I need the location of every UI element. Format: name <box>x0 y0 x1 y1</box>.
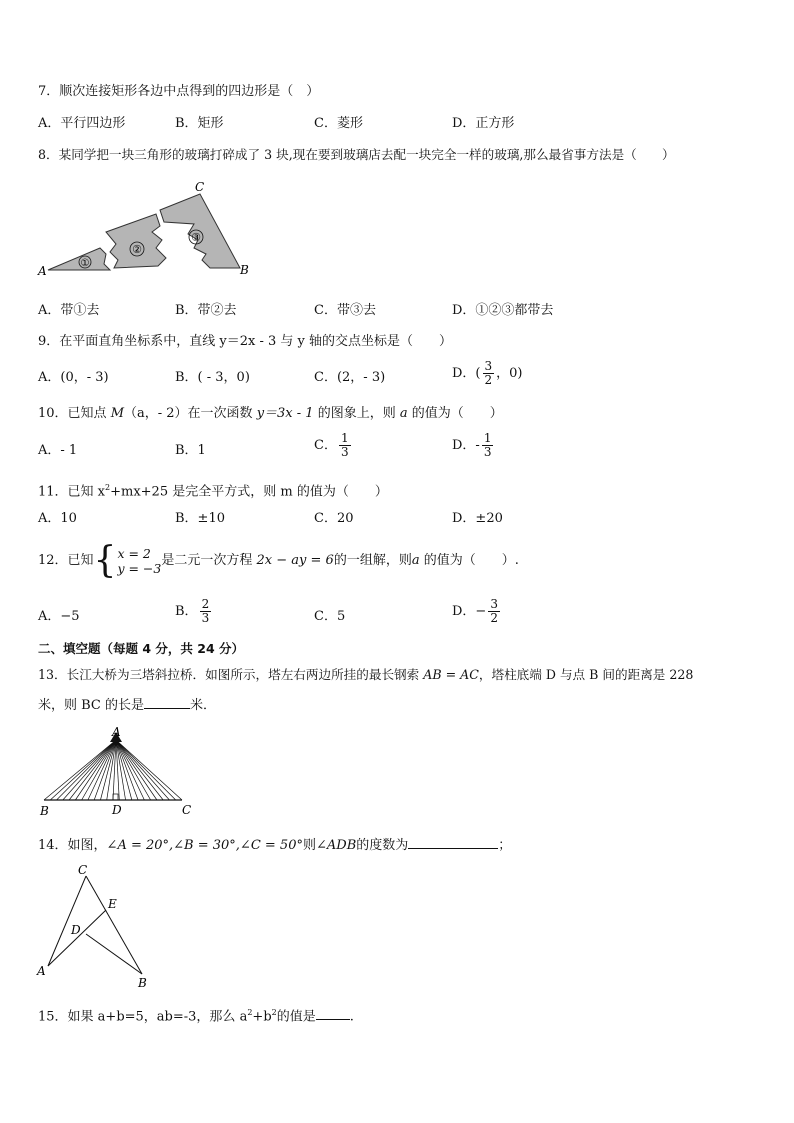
q11-option-a: A．10 <box>38 511 77 526</box>
q7-option-d: D．正方形 <box>452 116 515 131</box>
q14-answer-blank <box>408 848 498 849</box>
tri-label-c: C <box>78 863 88 877</box>
bridge-cable <box>82 740 116 800</box>
q8-option-a: A．带①去 <box>38 303 100 318</box>
bridge-cable <box>57 740 116 800</box>
q8-option-d: D．①②③都带去 <box>452 303 554 318</box>
q9-option-c: C．(2，- 3) <box>314 370 386 385</box>
q11-option-b: B．±10 <box>175 511 225 526</box>
q9-option-a: A．(0，- 3) <box>38 370 109 385</box>
q11-stem: 11．已知 $x^2+mx+25$ 是完全平方式，则 m 的值为（ ） <box>38 483 388 500</box>
q10-option-c: C． $\frac{1}{3}$ <box>314 431 349 459</box>
q13-answer-blank <box>144 708 190 709</box>
q9-stem: 9．在平面直角坐标系中，直线 y＝2x - 3 与 y 轴的交点坐标是（ ） <box>38 334 453 349</box>
q15-answer-blank <box>316 1019 350 1020</box>
bridge-cable <box>116 740 182 800</box>
q8-option-c: C．带③去 <box>314 303 376 318</box>
q9-option-b: B．( - 3，0) <box>175 370 250 385</box>
q14-triangle-figure <box>34 862 158 992</box>
tri-label-d: D <box>71 923 81 937</box>
vertex-a-label: A <box>38 264 47 278</box>
bridge-label-a: A <box>112 725 121 739</box>
bridge-label-c: C <box>182 803 192 817</box>
bridge-cable <box>116 740 157 800</box>
q12-option-b: B． $\frac{2}{3}$ <box>175 597 210 625</box>
vertex-b-label: B <box>240 263 249 277</box>
q8-broken-glass-figure <box>34 178 256 280</box>
q13-stem-line1: 13．长江大桥为三塔斜拉桥．如图所示，塔左右两边所挂的最长钢索 AB = AC，塔柱底端 D 与点 B 间的距离是 228 <box>38 667 694 682</box>
tri-label-a: A <box>37 964 46 978</box>
q8-stem: 8．某同学把一块三角形的玻璃打碎成了 3 块,现在要到玻璃店去配一块完全一样的玻璃,那么最省事方法是（ ） <box>38 147 675 162</box>
q11-option-c: C．20 <box>314 511 354 526</box>
q10-stem: 10．已知点 M（a，- 2）在一次函数 y＝3x - 1 的图象上，则 a 的值为（ ） <box>38 406 503 421</box>
piece-3-label: ③ <box>191 231 201 244</box>
q13-bridge-figure <box>36 724 196 818</box>
q9-option-d: D．( $\frac{3}{2}$ ，0) <box>452 359 523 387</box>
bridge-cable <box>75 740 116 800</box>
q10-option-b: B．1 <box>175 443 206 458</box>
q15-stem: 15．如果 a+b=5，ab=-3，那么 $a^2+b^2$的值是 . <box>38 1008 354 1025</box>
q12-stem: 12．已知{ x = 2 y = −3 是二元一次方程 2x − ay = 6的一组解，则a 的值为（ ）. <box>38 539 519 581</box>
q8-option-b: B．带②去 <box>175 303 237 318</box>
bridge-cable <box>116 740 163 800</box>
q12-option-a: A．−5 <box>38 609 80 624</box>
q12-option-d: D．− $\frac{3}{2}$ <box>452 597 498 625</box>
section-2-heading: 二、填空题（每题 4 分，共 24 分） <box>38 641 245 656</box>
piece-1-label: ① <box>80 258 90 269</box>
tri-label-e: E <box>108 897 117 911</box>
tri-label-b: B <box>138 976 147 990</box>
q11-option-d: D．±20 <box>452 511 503 526</box>
q7-option-b: B．矩形 <box>175 116 224 131</box>
piece-2-label: ② <box>132 243 142 256</box>
q13-stem-line2: 米，则 BC 的长是 米． <box>38 698 217 713</box>
bridge-cable <box>50 740 116 800</box>
bridge-label-b: B <box>40 804 49 818</box>
bridge-label-d: D <box>112 803 122 817</box>
bridge-cable <box>116 740 138 800</box>
q7-option-c: C．菱形 <box>314 116 363 131</box>
glass-piece-2 <box>106 214 166 268</box>
q10-option-a: A．- 1 <box>38 443 78 458</box>
bridge-cable <box>116 740 144 800</box>
q12-option-c: C．5 <box>314 609 346 624</box>
glass-piece-1 <box>48 248 110 270</box>
bridge-cable <box>116 740 176 800</box>
q7-stem: 7．顺次连接矩形各边中点得到的四边形是（ ） <box>38 84 320 99</box>
vertex-c-label: C <box>195 180 205 194</box>
q12-equation-system: x = 2 y = −3 <box>117 545 162 576</box>
bridge-cable <box>69 740 116 800</box>
q7-option-a: A．平行四边形 <box>38 116 126 131</box>
q10-option-d: D．- $\frac{1}{3}$ <box>452 431 492 459</box>
q14-stem: 14．如图，∠A = 20°,∠B = 30°,∠C = 50°则∠ADB的度数为 ； <box>38 838 512 853</box>
